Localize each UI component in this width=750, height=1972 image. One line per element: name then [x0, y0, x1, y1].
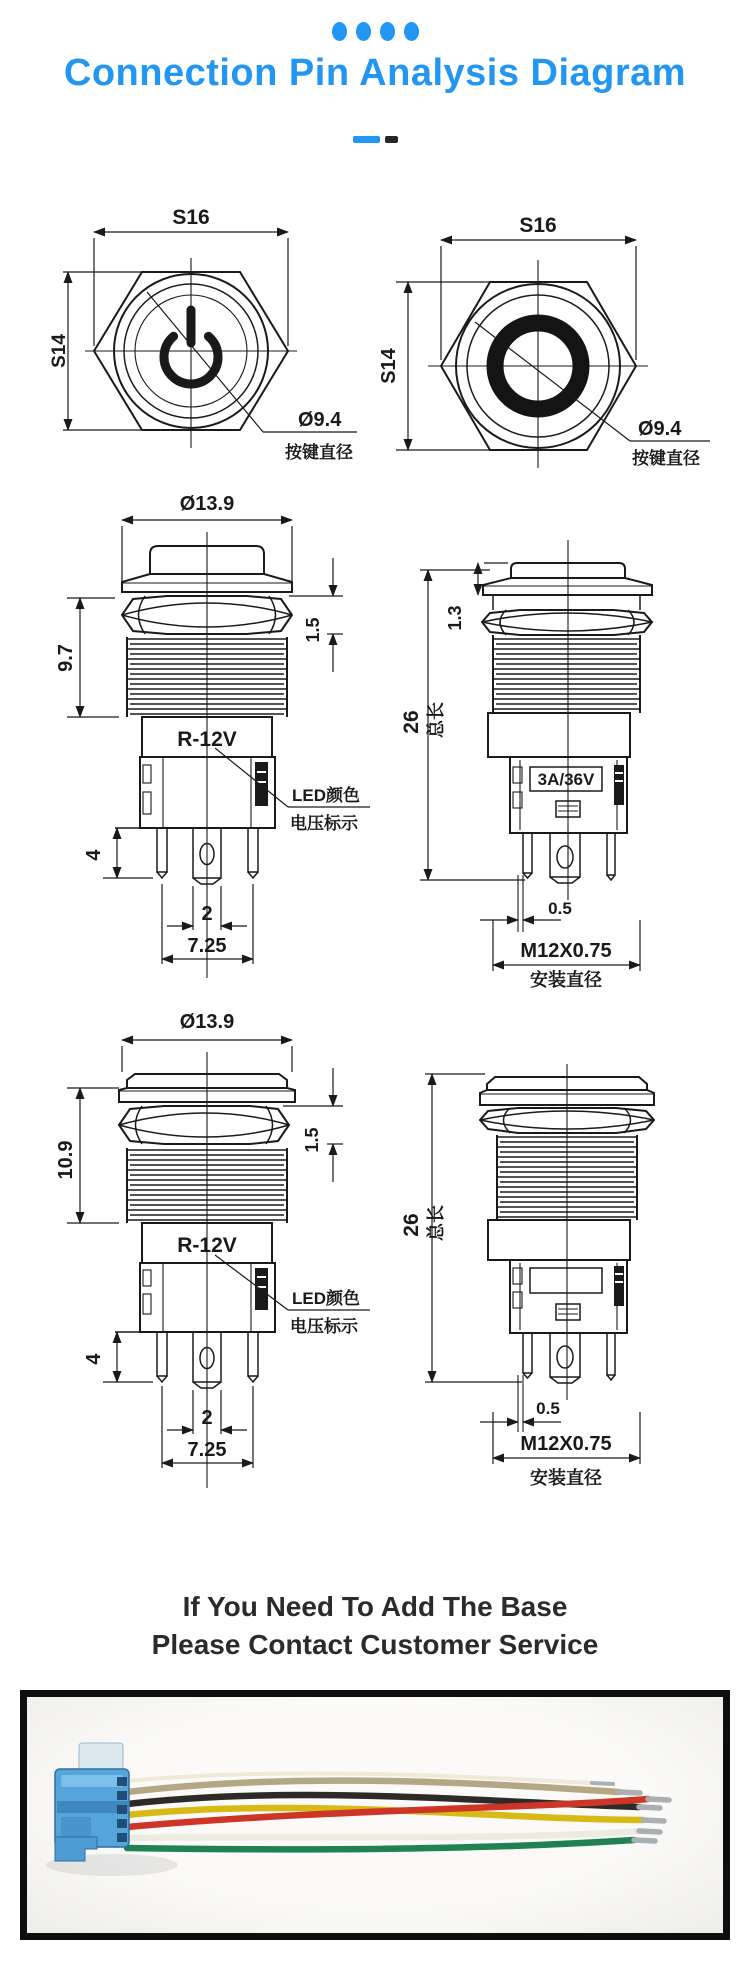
dim-thread-length [55, 1088, 119, 1223]
terminal-pins [523, 833, 615, 883]
dim-label-pin-length: 4 [83, 1353, 105, 1365]
dim-label-button-dia: Ø9.4 [638, 418, 682, 440]
dim-mount-thread [493, 1412, 640, 1488]
label-mount-caption: 安装直径 [530, 1468, 602, 1488]
dim-label-mount-thread: M12X0.75 [520, 1433, 612, 1455]
dim-label-thread-length: 9.7 [55, 644, 77, 672]
dim-pin-length [83, 828, 153, 878]
switch-body [115, 717, 275, 828]
customer-service-note [0, 1588, 750, 1664]
drawing-side-view-total-length [330, 530, 710, 990]
dim-label-s14: S14 [49, 334, 70, 368]
decorative-dots [0, 22, 750, 41]
label-led-note-line1: LED颜色 [292, 786, 360, 805]
drawing-side-view-raised-head [55, 480, 375, 980]
dim-label-head-dia: Ø13.9 [179, 1011, 235, 1033]
switch-body [115, 1223, 275, 1332]
hex-nut-side [119, 1106, 289, 1144]
dim-pin-length [83, 1332, 153, 1382]
label-button-dia-caption: 按键直径 [285, 443, 353, 462]
page-title: Connection Pin Analysis Diagram [63, 52, 687, 94]
thread-section [127, 1150, 287, 1220]
dim-label-nut-height: 1.5 [303, 617, 323, 643]
thread-section [493, 639, 640, 709]
label-led-note-line2: 电压标示 [290, 1317, 358, 1336]
dim-label-mount-thread: M12X0.75 [520, 940, 612, 962]
label-rating: 3A/36V [537, 770, 595, 789]
dim-label-pin-length: 4 [83, 849, 105, 861]
dim-label-nut-height: 1.5 [302, 1127, 322, 1153]
dot-icon [380, 22, 395, 41]
note-line-1: If You Need To Add The Base [182, 1591, 568, 1622]
note-line-2: Please Contact Customer Service [151, 1629, 599, 1660]
dash-icon [353, 136, 380, 143]
crosshair-lines [85, 258, 297, 448]
dim-label-cap-height: 1.3 [445, 605, 465, 631]
hex-nut-side [482, 610, 652, 635]
switch-body [488, 713, 630, 833]
drawing-side-view-flat-total-length [330, 1060, 710, 1500]
dim-label-pin-width: 2 [201, 903, 213, 925]
connector-housing [55, 1743, 129, 1861]
label-button-dia-caption: 按键直径 [632, 449, 700, 468]
drawing-top-view-led-ring [380, 160, 710, 475]
dim-label-pin-span: 7.25 [187, 1439, 227, 1461]
dim-label-total-length: 26 [400, 1213, 423, 1237]
dim-label-s16: S16 [172, 206, 210, 229]
dim-mount-thread [493, 920, 640, 990]
switch-body [488, 1220, 630, 1333]
label-voltage-marking: R-12V [177, 728, 237, 751]
dot-icon [332, 22, 347, 41]
label-total-length-caption: 总长 [426, 702, 446, 738]
dim-label-pin-span: 7.25 [187, 935, 227, 957]
dim-label-pin-width: 2 [201, 1407, 213, 1429]
label-led-note-line1: LED颜色 [292, 1289, 360, 1308]
dim-label-thread-length: 10.9 [55, 1140, 77, 1180]
connector-photo-art [27, 1697, 723, 1933]
terminal-pins [523, 1333, 615, 1383]
crosshair-lines [428, 260, 648, 468]
dim-pin-offset [480, 1375, 561, 1432]
label-voltage-marking: R-12V [177, 1234, 237, 1257]
dash-icon [385, 136, 398, 143]
dim-label-pin-offset: 0.5 [548, 899, 572, 918]
dim-label-pin-offset: 0.5 [536, 1399, 560, 1418]
dim-thread-length [55, 598, 119, 717]
dim-label-total-length: 26 [400, 710, 423, 734]
drawing-top-view-power-symbol [49, 160, 365, 470]
label-led-note-line2: 电压标示 [290, 814, 358, 833]
dim-label-s16: S16 [519, 214, 557, 237]
drawing-side-view-flat-head [55, 1010, 375, 1490]
dim-label-head-dia: Ø13.9 [179, 493, 235, 515]
dot-icon [404, 22, 419, 41]
wire-bundle [127, 1773, 669, 1849]
decorative-dashes [0, 136, 750, 143]
dot-icon [356, 22, 371, 41]
label-mount-caption: 安装直径 [530, 970, 602, 990]
dim-label-s14: S14 [378, 348, 400, 384]
dim-cap-height [445, 563, 508, 631]
pigtail-connector-photo [20, 1690, 730, 1940]
dim-label-button-dia: Ø9.4 [298, 409, 342, 431]
label-total-length-caption: 总长 [426, 1205, 446, 1241]
